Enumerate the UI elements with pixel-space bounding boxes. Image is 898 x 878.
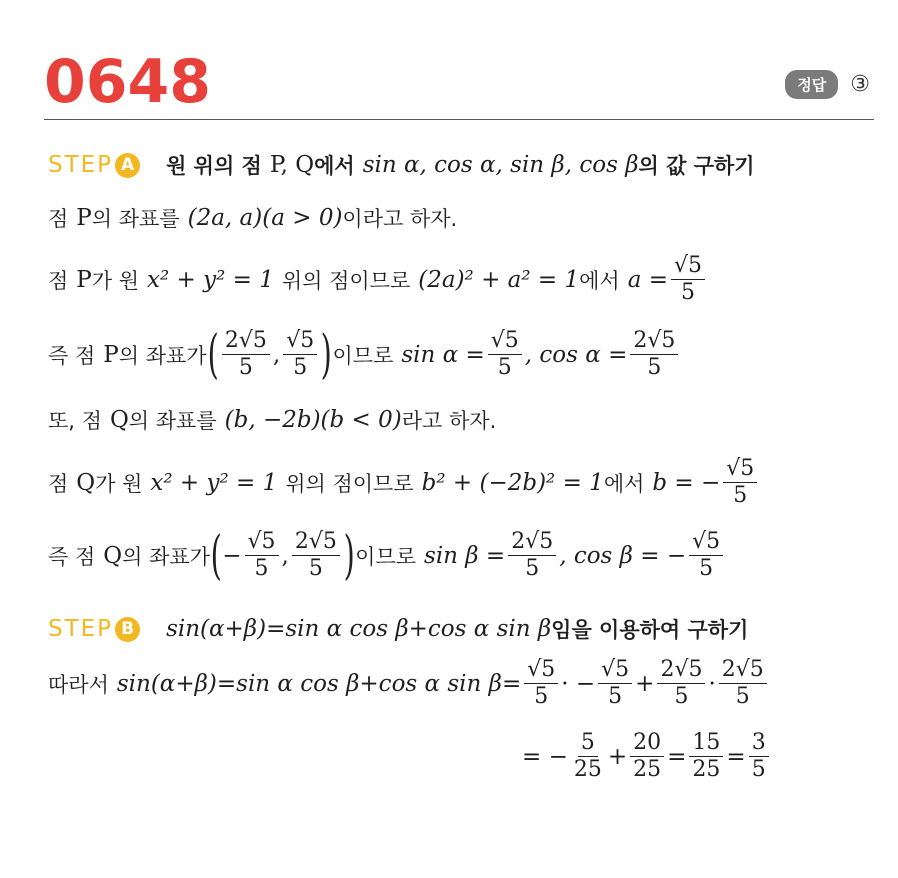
math: = −: [522, 743, 568, 770]
fraction: $\frac{√5}{5}$: [488, 328, 522, 381]
solution-line-8: [522, 730, 772, 783]
text: 의 좌표를: [91, 207, 180, 231]
text: 에서: [603, 471, 645, 496]
header-divider: [44, 119, 874, 120]
math: P: [76, 205, 92, 231]
fraction: $\frac{√5}{5}$: [671, 253, 705, 306]
text: 가 원: [91, 268, 140, 293]
text: 점: [48, 268, 69, 293]
fraction: $\frac{√5}{5}$: [245, 529, 279, 582]
math: , cos α =: [524, 341, 628, 368]
step-b-title-part: 임을 이용하여 구하기: [551, 618, 749, 642]
solution-line-7: [48, 657, 770, 710]
fraction: $\frac{3}{5}$: [749, 730, 769, 783]
text: 따라서: [48, 672, 109, 697]
math: −: [222, 542, 242, 569]
math: ,: [272, 341, 281, 368]
math: (b, −2b)(b < 0): [224, 407, 402, 433]
text: 위의 점이므로: [285, 471, 414, 496]
math: =: [726, 743, 746, 770]
step-b-word: STEP: [48, 616, 114, 642]
math: a =: [627, 266, 669, 293]
math: ,: [281, 542, 289, 569]
fraction: $\frac{2√5}{5}$: [657, 657, 705, 710]
fraction: $\frac{15}{25}$: [689, 730, 723, 783]
fraction: $\frac{√5}{5}$: [723, 456, 757, 509]
math: b = −: [652, 469, 721, 496]
step-a-title-part: 의 값 구하기: [638, 154, 755, 178]
step-b-label: [48, 616, 140, 642]
step-a-heading: [48, 150, 755, 180]
solution-line-4: [48, 405, 496, 435]
math: P: [103, 341, 119, 368]
text: 라고 하자.: [401, 409, 497, 433]
solution-line-3: [48, 324, 681, 385]
solution-line-2: [48, 253, 708, 306]
fraction: $\frac{5}{25}$: [573, 730, 602, 782]
math: P: [76, 266, 92, 293]
step-a-word: STEP: [48, 152, 114, 178]
math: Q: [109, 407, 129, 433]
answer-value: ③: [850, 72, 870, 97]
math: sin(α+β)=sin α cos β+cos α sin β=: [116, 670, 522, 697]
answer-box: [785, 70, 870, 99]
math: +: [635, 670, 655, 697]
step-a-circle: A: [115, 153, 140, 178]
step-b-heading: [48, 614, 748, 644]
right-paren: ): [343, 525, 355, 586]
solution-line-6: [48, 525, 726, 586]
text: 즉 점: [48, 343, 96, 368]
problem-number: 0648: [44, 47, 211, 117]
step-a-title-math: sin α, cos α, sin β, cos β: [362, 152, 639, 178]
math: b² + (−2b)² = 1: [421, 469, 604, 496]
text: 또, 점: [48, 409, 102, 433]
math: (2a)² + a² = 1: [418, 266, 580, 293]
math: Q: [103, 542, 123, 569]
text: 의 좌표가: [122, 544, 210, 569]
fraction: $\frac{20}{25}$: [630, 730, 664, 783]
step-a-title-math: P, Q: [269, 152, 315, 178]
fraction: $\frac{2√5}{5}$: [719, 657, 767, 710]
fraction: $\frac{2√5}{5}$: [292, 529, 340, 582]
text: 이므로: [355, 544, 417, 569]
math: sin β =: [424, 542, 506, 569]
step-a-label: [48, 152, 140, 178]
step-a-title-part: 원 위의 점: [166, 154, 262, 178]
fraction: $\frac{2√5}{5}$: [630, 328, 678, 381]
text: 에서: [579, 268, 620, 293]
text: 이므로: [332, 343, 394, 368]
solution-line-1: [48, 203, 457, 233]
fraction: $\frac{2√5}{5}$: [222, 328, 270, 381]
math: x² + y² = 1: [150, 469, 278, 496]
text: 가 원: [95, 471, 143, 496]
math: =: [667, 743, 687, 770]
math: sin α =: [401, 341, 485, 368]
text: 점: [48, 207, 69, 231]
text: 이라고 하자.: [342, 207, 458, 231]
answer-badge: 정답: [785, 70, 838, 99]
fraction: $\frac{√5}{5}$: [598, 657, 632, 710]
step-b-title-math: sin(α+β)=sin α cos β+cos α sin β: [166, 616, 552, 642]
right-paren: ): [320, 324, 332, 385]
step-a-title-part: 에서: [314, 154, 355, 178]
text: 즉 점: [48, 544, 96, 569]
math: (2a, a)(a > 0): [187, 205, 343, 231]
step-b-circle: B: [115, 617, 140, 642]
math: Q: [76, 469, 96, 496]
text: 점: [48, 471, 69, 496]
text: 의 좌표를: [128, 409, 217, 433]
fraction: $\frac{√5}{5}$: [524, 657, 558, 710]
math: +: [607, 743, 628, 770]
text: 의 좌표가: [118, 343, 207, 368]
left-paren: (: [207, 324, 219, 385]
math: ·: [708, 670, 716, 697]
fraction: $\frac{√5}{5}$: [689, 529, 723, 582]
fraction: $\frac{2√5}{5}$: [508, 529, 556, 582]
math: · −: [561, 670, 596, 697]
text: 위의 점이므로: [281, 268, 411, 293]
fraction: $\frac{√5}{5}$: [283, 328, 317, 381]
math: , cos β = −: [559, 542, 687, 569]
left-paren: (: [210, 525, 222, 586]
math: x² + y² = 1: [147, 266, 274, 293]
solution-line-5: [48, 456, 760, 509]
